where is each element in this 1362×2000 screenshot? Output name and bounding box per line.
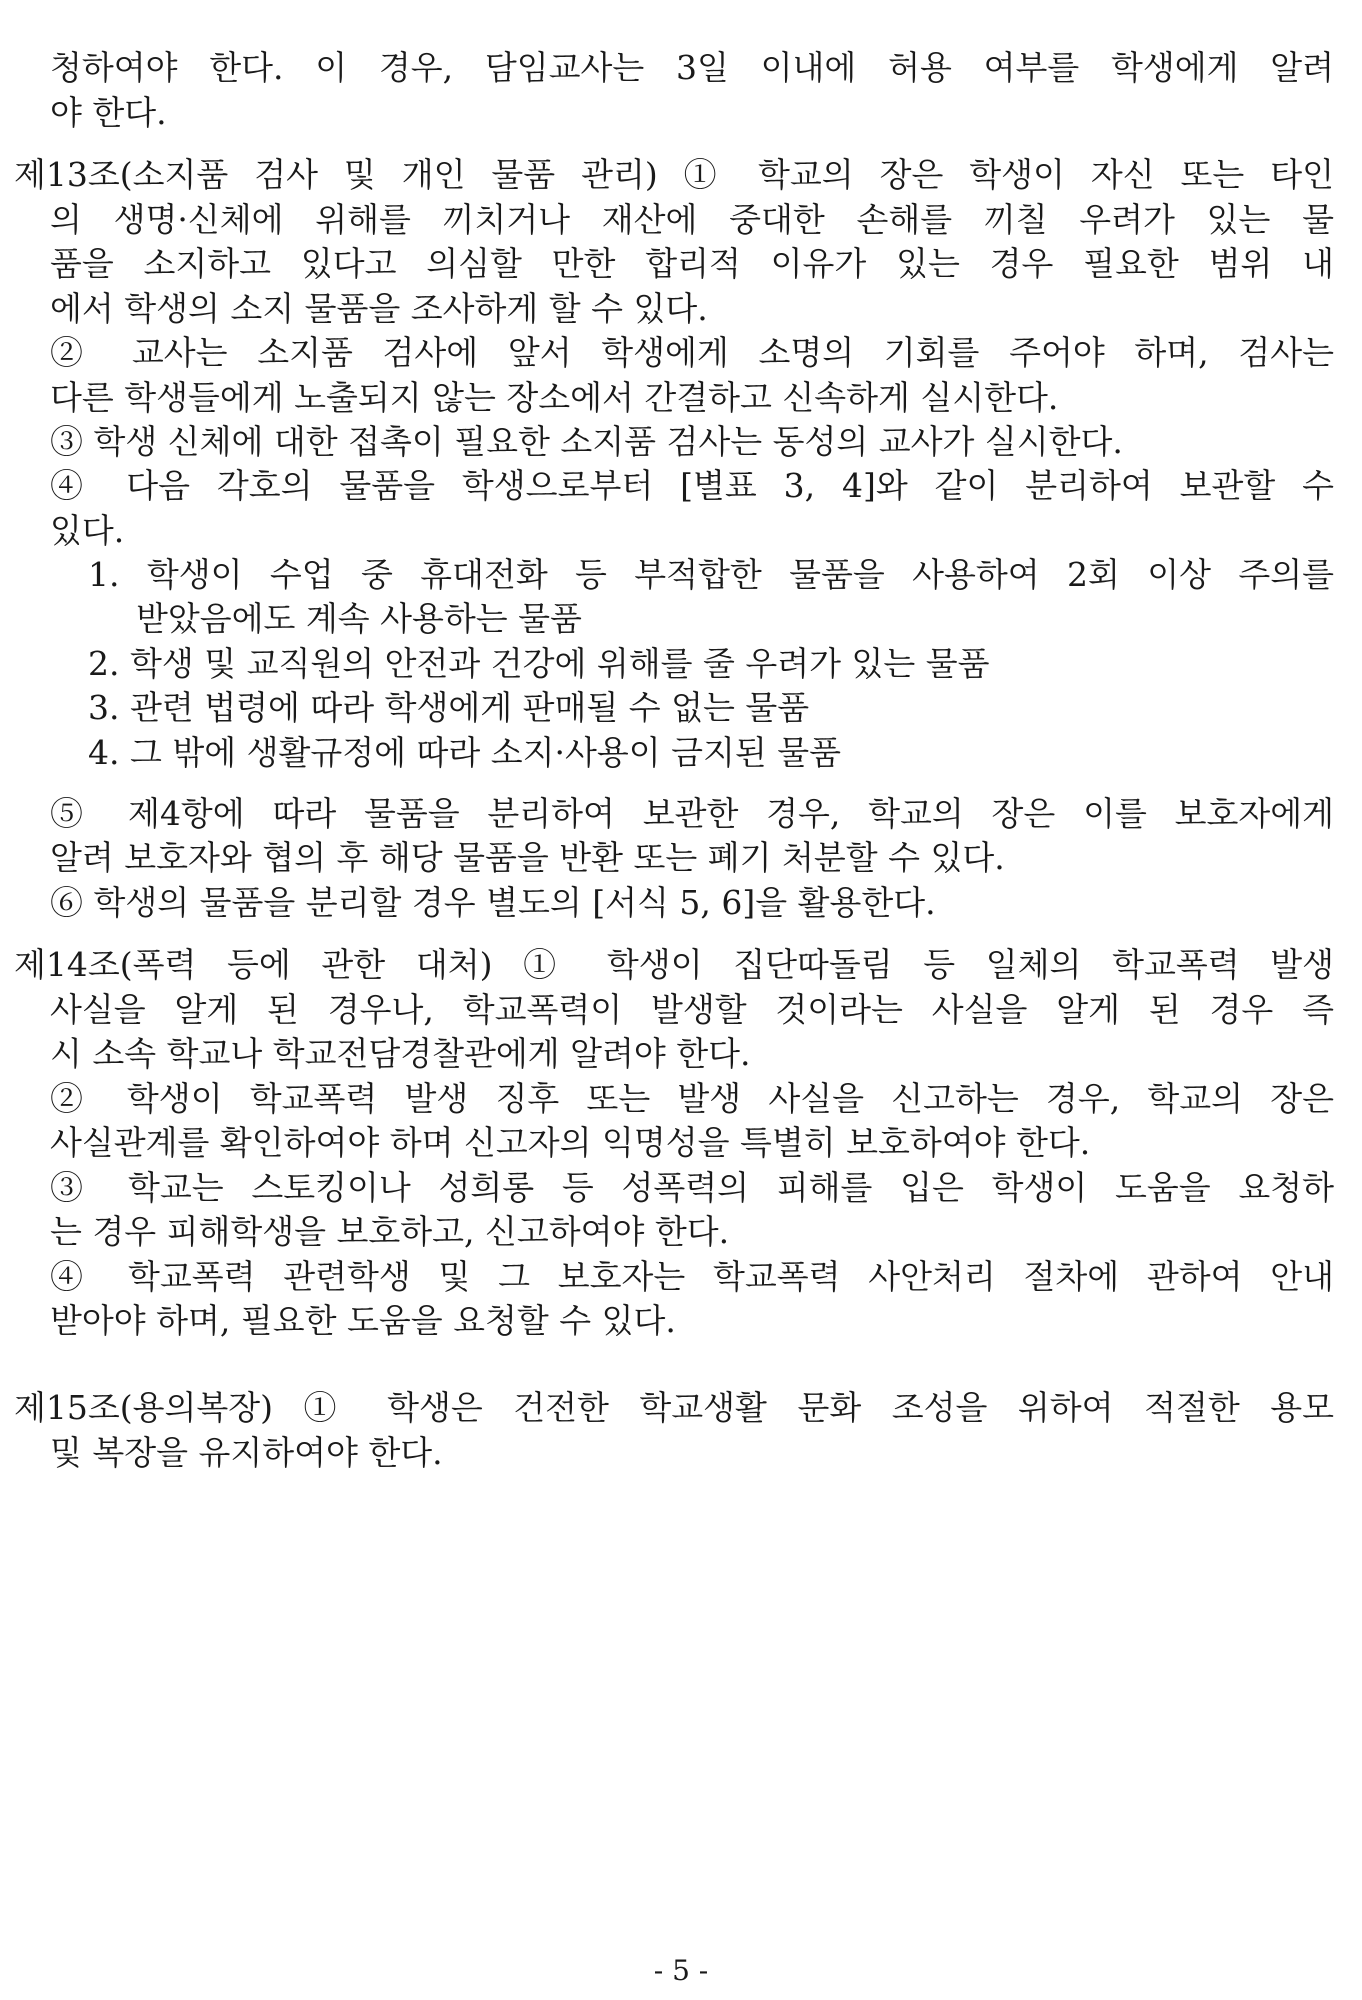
article-14-clause-3: ③ 학교는 스토킹이나 성희롱 등 성폭력의 피해를 입은 학생이 도움을 요청하 — [50, 1168, 1334, 1207]
article-13-clause-5: ⑤ 제4항에 따라 물품을 분리하여 보관한 경우, 학교의 장은 이를 보호자에게 — [50, 794, 1334, 833]
list-item-continuation: 받았음에도 계속 사용하는 물품 — [136, 599, 582, 638]
article-13-heading: 제13조(소지품 검사 및 개인 물품 관리) ① 학교의 장은 학생이 자신 또는 타인 — [14, 155, 1334, 194]
article-13-line: 다른 학생들에게 노출되지 않는 장소에서 간결하고 신속하게 실시한다. — [50, 378, 1059, 417]
article-13-line: 에서 학생의 소지 물품을 조사하게 할 수 있다. — [50, 289, 708, 328]
article-14-line: 사실을 알게 된 경우나, 학교폭력이 발생할 것이라는 사실을 알게 된 경우 즉 — [50, 990, 1334, 1029]
list-item: 2. 학생 및 교직원의 안전과 건강에 위해를 줄 우려가 있는 물품 — [88, 644, 990, 683]
intro-line: 야 한다. — [50, 93, 167, 132]
list-item: 1. 학생이 수업 중 휴대전화 등 부적합한 물품을 사용하여 2회 이상 주의를 — [88, 555, 1334, 594]
article-14-line: 시 소속 학교나 학교전담경찰관에게 알려야 한다. — [50, 1034, 751, 1073]
intro-line: 청하여야 한다. 이 경우, 담임교사는 3일 이내에 허용 여부를 학생에게 알려 — [50, 48, 1334, 87]
page-number: - 5 - — [653, 1954, 709, 1987]
article-14-clause-4: ④ 학교폭력 관련학생 및 그 보호자는 학교폭력 사안처리 절차에 관하여 안내 — [50, 1257, 1334, 1296]
article-13-line: 의 생명·신체에 위해를 끼치거나 재산에 중대한 손해를 끼칠 우려가 있는 물 — [50, 200, 1334, 239]
list-item: 3. 관련 법령에 따라 학생에게 판매될 수 없는 물품 — [88, 688, 810, 727]
article-13-line: 알려 보호자와 협의 후 해당 물품을 반환 또는 폐기 처분할 수 있다. — [50, 838, 1005, 877]
article-13-line: 품을 소지하고 있다고 의심할 만한 합리적 이유가 있는 경우 필요한 범위 내 — [50, 244, 1334, 283]
article-15-line: 및 복장을 유지하여야 한다. — [50, 1433, 443, 1472]
article-14-clause-2: ② 학생이 학교폭력 발생 징후 또는 발생 사실을 신고하는 경우, 학교의 장은 — [50, 1079, 1334, 1118]
article-14-line: 는 경우 피해학생을 보호하고, 신고하여야 한다. — [50, 1212, 730, 1251]
article-13-clause-6: ⑥ 학생의 물품을 분리할 경우 별도의 [서식 5, 6]을 활용한다. — [50, 883, 936, 922]
article-13-line: 있다. — [50, 511, 125, 550]
article-13-clause-3: ③ 학생 신체에 대한 접촉이 필요한 소지품 검사는 동성의 교사가 실시한다. — [50, 422, 1123, 461]
article-13-clause-2: ② 교사는 소지품 검사에 앞서 학생에게 소명의 기회를 주어야 하며, 검사는 — [50, 333, 1334, 372]
article-13-clause-4: ④ 다음 각호의 물품을 학생으로부터 [별표 3, 4]와 같이 분리하여 보관할 수 — [50, 466, 1334, 505]
article-14-heading: 제14조(폭력 등에 관한 대처) ① 학생이 집단따돌림 등 일체의 학교폭력 발생 — [14, 945, 1334, 984]
article-14-line: 받아야 하며, 필요한 도움을 요청할 수 있다. — [50, 1301, 676, 1340]
list-item: 4. 그 밖에 생활규정에 따라 소지·사용이 금지된 물품 — [88, 733, 841, 772]
article-14-line: 사실관계를 확인하여야 하며 신고자의 익명성을 특별히 보호하여야 한다. — [50, 1123, 1091, 1162]
article-15-heading: 제15조(용의복장) ① 학생은 건전한 학교생활 문화 조성을 위하여 적절한 용모 — [14, 1388, 1334, 1427]
